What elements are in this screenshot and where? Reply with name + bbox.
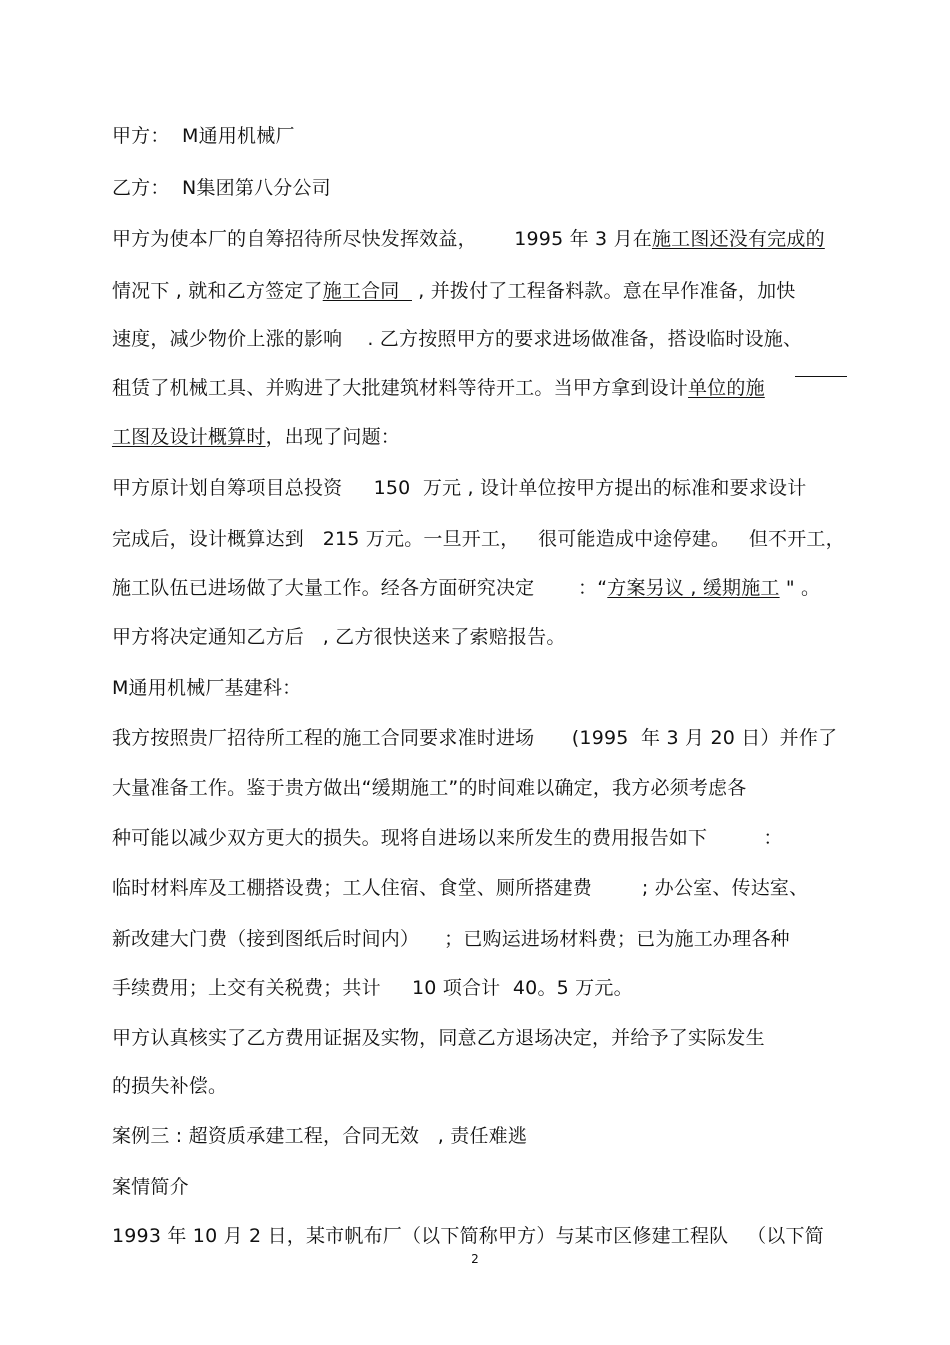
text-segment: 租赁了机械工具、并购进了大批建筑材料等待开工。当甲方拿到设计 — [111, 377, 688, 399]
case-subheading: 案情简介 — [111, 1176, 189, 1198]
text-segment: 完成后，设计概算达到 215 万元。一旦开工， 很可能造成中途停建。 但不开工， — [111, 528, 845, 550]
text-segment: , 并拨付了工程备料款。意在早作准备，加快 — [411, 280, 796, 302]
text-segment: 的损失补偿。 — [111, 1075, 228, 1097]
text-segment: 手续费用；上交有关税费；共计 10 项合计 40。5 万元。 — [111, 977, 633, 999]
text-segment: 甲方为使本厂的自筹招待所尽快发挥效益， 1995 年 3 月在 — [111, 228, 652, 250]
underlined-text: 施工图还没有完成的 — [651, 228, 825, 250]
case-heading: 案例三 : 超资质承建工程，合同无效 , 责任难逃 — [111, 1125, 528, 1147]
underlined-text: 工图及设计概算时 — [111, 426, 266, 448]
party-b-line: 乙方： N集团第八分公司 — [111, 177, 331, 199]
underline-rule — [795, 376, 847, 377]
text-segment: 速度，减少物价上涨的影响 . 乙方按照甲方的要求进场做准备，搭设临时设施、 — [111, 328, 803, 350]
text-segment: 临时材料库及工棚搭设费；工人住宿、食堂、厕所搭建费 ; 办公室、传达室、 — [111, 877, 809, 899]
text-segment: 甲方认真核实了乙方费用证据及实物，同意乙方退场决定，并给予了实际发生 — [111, 1027, 765, 1049]
text-segment: 我方按照贵厂招待所工程的施工合同要求准时进场 (1995 年 3 月 20 日）并作了 — [111, 727, 838, 749]
text-segment: 甲方原计划自筹项目总投资 150 万元 , 设计单位按甲方提出的标准和要求设计 — [111, 477, 807, 499]
text-segment: 情况下 , 就和乙方签定了 — [111, 280, 323, 302]
text-segment: " 。 — [779, 577, 821, 599]
page-number: 2 — [471, 1252, 479, 1266]
text-segment: 1993 年 10 月 2 日，某市帆布厂（以下简称甲方）与某市区修建工程队 （以下简 — [111, 1225, 824, 1247]
text-segment: ，出现了问题： — [265, 426, 400, 448]
text-segment: 新改建大门费（接到图纸后时间内） ；已购运进场材料费；已为施工办理各种 — [111, 928, 790, 950]
section-heading: M通用机械厂基建科： — [111, 677, 302, 699]
text-segment: 种可能以减少双方更大的损失。现将自进场以来所发生的费用报告如下 ： — [111, 827, 783, 849]
party-a-line: 甲方： M通用机械厂 — [111, 125, 295, 147]
text-segment: 甲方将决定通知乙方后 , 乙方很快送来了索赔报告。 — [111, 626, 566, 648]
underlined-text: 施工合同 — [322, 280, 412, 302]
underlined-text: 方案另议 , 缓期施工 — [607, 577, 780, 599]
text-segment: 施工队伍已进场做了大量工作。经各方面研究决定 ：“ — [111, 577, 608, 599]
underlined-text: 单位的施 — [687, 377, 765, 399]
text-segment: 大量准备工作。鉴于贵方做出“缓期施工”的时间难以确定，我方必须考虑各 — [111, 777, 747, 799]
